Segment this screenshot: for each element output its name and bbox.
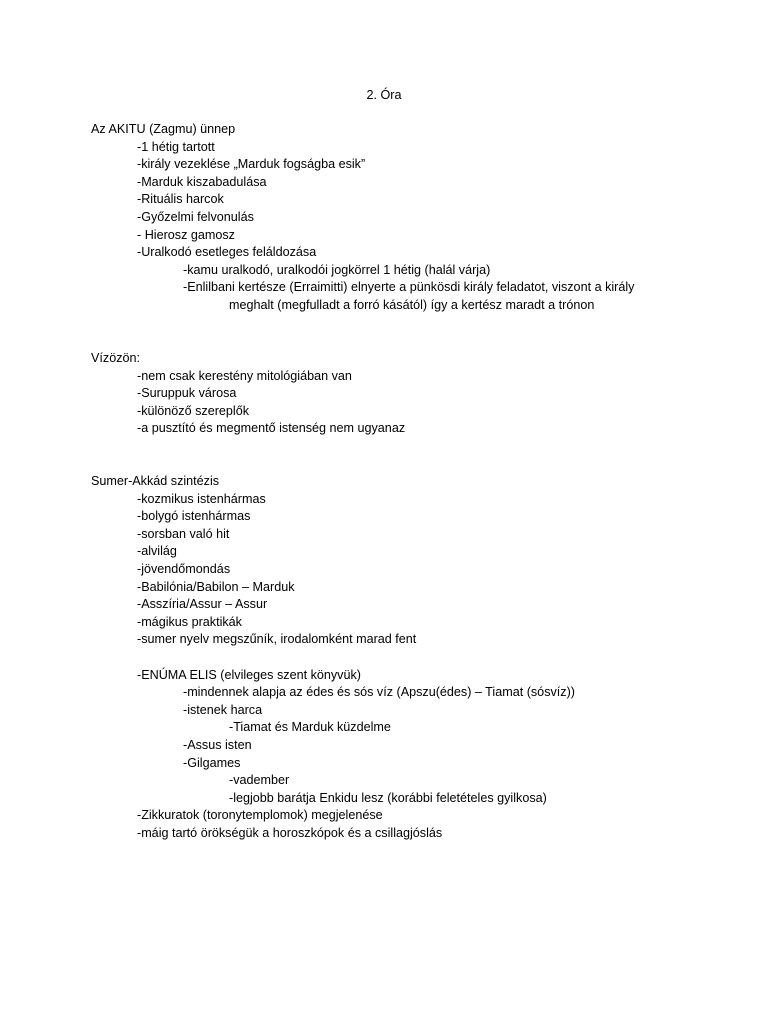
list-item: -különöző szereplők — [137, 403, 250, 418]
list-item: -a pusztító és megmentő istenség nem ugyanaz — [137, 421, 406, 436]
list-item: -Babilónia/Babilon – Marduk — [137, 579, 295, 594]
continuation-line: meghalt (megfulladt a forró kásától) így a kertész maradt a trónon — [229, 297, 595, 312]
sub-sub-list-item: -vadember — [229, 773, 290, 788]
list-item: -kozmikus istenhármas — [137, 491, 266, 506]
list-item: -Rituális harcok — [137, 192, 224, 207]
list-item: - Hierosz gamosz — [137, 227, 235, 242]
section-heading: Sumer-Akkád szintézis — [91, 474, 220, 488]
sub-sub-list-item: -Tiamat és Marduk küzdelme — [229, 720, 391, 735]
sub-list-item: -Gilgames — [183, 755, 241, 770]
section-heading: Vízözön: — [91, 351, 141, 365]
list-item: -Marduk kiszabadulása — [137, 174, 267, 189]
page-title: 2. Óra — [366, 88, 402, 102]
sub-list-item: -Enlilbani kertésze (Erraimitti) elnyerte a pünkösdi király feladatot, viszont a király — [183, 280, 635, 295]
list-item: -Suruppuk városa — [137, 386, 237, 401]
list-item: -alvilág — [137, 544, 177, 559]
sub-list-item: -istenek harca — [183, 702, 263, 717]
section-heading: Az AKITU (Zagmu) ünnep — [91, 122, 236, 136]
list-item: -Uralkodó esetleges feláldozása — [137, 245, 317, 260]
list-item: -Győzelmi felvonulás — [137, 209, 254, 224]
sub-list-item: -Assus isten — [183, 737, 252, 752]
list-item: -1 hétig tartott — [137, 139, 215, 154]
list-item: -sorsban való hit — [137, 526, 230, 541]
list-item: -Asszíria/Assur – Assur — [137, 597, 268, 612]
sub-list-item: -mindennek alapja az édes és sós víz (Apszu(édes) – Tiamat (sósvíz)) — [183, 685, 575, 700]
section-vizozon — [0, 350, 768, 438]
section-akitu — [0, 121, 768, 315]
list-item: -király vezeklése „Marduk fogságba esik” — [137, 157, 366, 172]
list-item: -jövendőmondás — [137, 561, 231, 576]
enuma-heading: -ENÚMA ELIS (elvileges szent könyvük) — [137, 667, 361, 682]
sub-list-item: -kamu uralkodó, uralkodói jogkörrel 1 hétig (halál várja) — [183, 262, 491, 277]
list-item: -nem csak kerestény mitológiában van — [137, 368, 352, 383]
section-sumer — [0, 473, 768, 842]
list-item: -mágikus praktikák — [137, 614, 242, 629]
blank-line — [0, 649, 768, 667]
sub-sub-list-item: -legjobb barátja Enkidu lesz (korábbi feletételes gyilkosa) — [229, 790, 547, 805]
list-item: -máig tartó örökségük a horoszkópok és a csillagjóslás — [137, 825, 443, 840]
list-item: -sumer nyelv megszűník, irodalomként marad fent — [137, 632, 417, 647]
list-item: -bolygó istenhármas — [137, 509, 251, 524]
list-item: -Zikkuratok (toronytemplomok) megjelenése — [137, 808, 383, 823]
